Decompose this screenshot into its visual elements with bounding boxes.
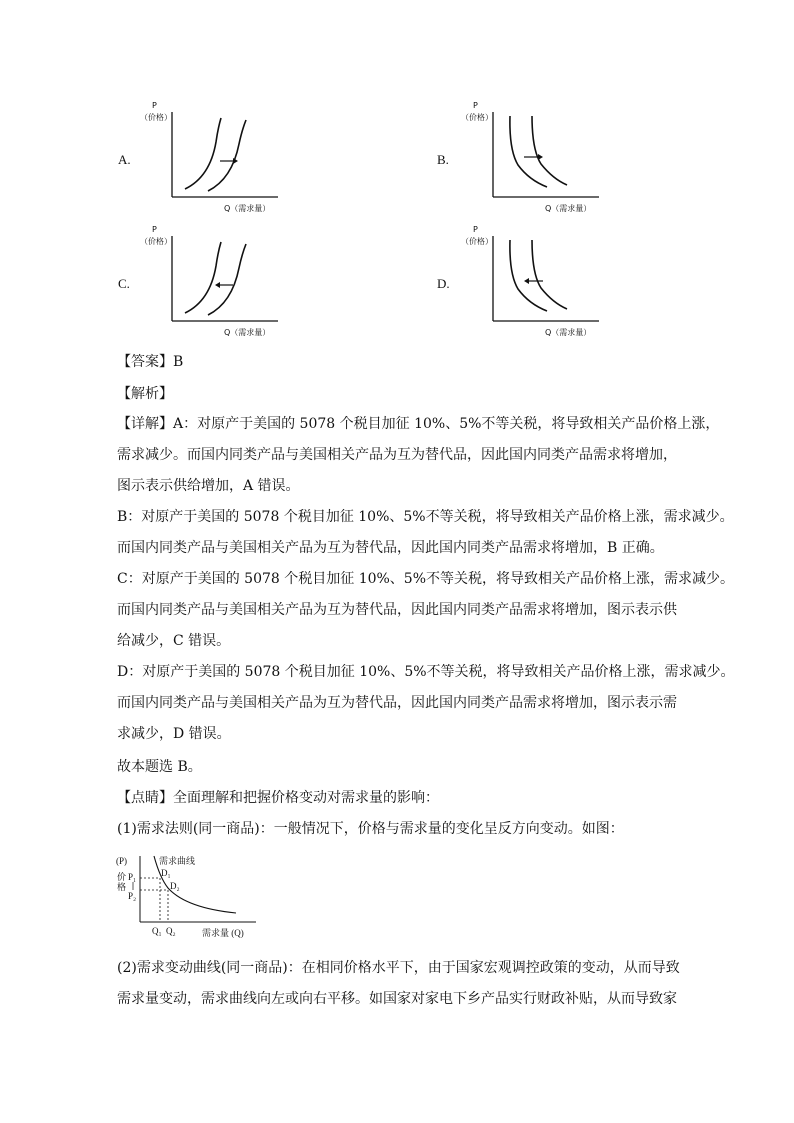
p-axis-label: P: [152, 225, 157, 234]
demand-curve-figure: [116, 852, 266, 940]
option-graph: [461, 224, 601, 344]
analysis-heading: 【解析】: [117, 386, 173, 402]
arrow-left-icon: [524, 278, 529, 284]
p-axis-sublabel: （价格）: [461, 113, 493, 122]
tips-line: 需求量变动，需求曲线向左或向右平移。如国家对家电下乡产品实行财政补贴，从而导致家: [117, 991, 677, 1007]
p-axis-sublabel: （价格）: [140, 237, 172, 246]
price-label-bottom: 格: [117, 882, 127, 892]
option-graph: [140, 100, 280, 220]
tips-heading: 【点睛】全面理解和把握价格变动对需求量的影响：: [117, 790, 439, 806]
curve-shifted: [208, 120, 246, 191]
q-axis-label: Q（需求量）: [224, 204, 271, 213]
p-axis-label: P: [473, 101, 478, 110]
explanation-line: 求减少，D 错误。: [117, 726, 231, 742]
supply-shift-right-graph: [140, 100, 280, 220]
explanation-line: C：对原产于美国的 5078 个税目加征 10%、5%不等关税，将导致相关产品价格上涨，需求减少。: [117, 571, 735, 587]
explanation-line: 【详解】A：对原产于美国的 5078 个税目加征 10%、5%不等关税，将导致相关产品价格上涨，: [117, 416, 720, 432]
q-axis-label: Q（需求量）: [545, 328, 592, 337]
demand-shift-right-graph: [461, 100, 601, 220]
option-label: B.: [437, 152, 449, 167]
curve-original: [510, 240, 547, 311]
explanation-line: 而国内同类产品与美国相关产品为互为替代品，因此国内同类产品需求将增加，图示表示供: [117, 602, 677, 618]
q-axis-label: 需求量 (Q): [202, 928, 244, 938]
tips-line: (1)需求法则(同一商品)：一般情况下，价格与需求量的变化呈反方向变动。如图：: [117, 821, 624, 837]
curve-label: 需求曲线: [159, 856, 196, 866]
curve-shifted: [208, 244, 246, 315]
explanation-line: 而国内同类产品与美国相关产品为互为替代品，因此国内同类产品需求将增加，图示表示需: [117, 695, 677, 711]
option-label: A.: [118, 152, 131, 167]
explanation-line: 图示表示供给增加，A 错误。: [117, 478, 300, 494]
arrow-right-icon: [538, 154, 543, 160]
curve-original: [185, 118, 221, 189]
p-axis-label: (P): [116, 856, 127, 866]
d1-label: D₁: [161, 868, 171, 878]
p-axis-sublabel: （价格）: [140, 113, 172, 122]
option-label: C.: [118, 276, 130, 291]
answer-line: 【答案】B: [117, 354, 184, 370]
q-axis-label: Q（需求量）: [545, 204, 592, 213]
curve-shifted: [532, 240, 567, 309]
q2-label: Q₂: [166, 926, 176, 936]
explanation-line: 而国内同类产品与美国相关产品为互为替代品，因此国内同类产品需求将增加，B 正确。: [117, 540, 664, 556]
curve-original: [510, 116, 547, 187]
explanation-line: B：对原产于美国的 5078 个税目加征 10%、5%不等关税，将导致相关产品价格上涨，需求减少。: [117, 509, 734, 525]
p-axis-label: P: [473, 225, 478, 234]
conclusion-line: 故本题选 B。: [117, 759, 202, 775]
explanation-line: 给减少，C 错误。: [117, 633, 231, 649]
p-axis-label: P: [152, 101, 157, 110]
p-axis-sublabel: （价格）: [461, 237, 493, 246]
option-graph: [140, 224, 280, 344]
q1-label: Q₁: [152, 926, 162, 936]
d2-label: D₂: [170, 881, 180, 891]
price-label-top: 价: [117, 872, 127, 882]
demand-shift-left-graph: [461, 224, 601, 344]
explanation-line: 需求减少。而国内同类产品与美国相关产品为互为替代品，因此国内同类产品需求将增加，: [117, 447, 677, 463]
p2-label: P₂: [128, 891, 137, 901]
tips-line: (2)需求变动曲线(同一商品)：在相同价格水平下，由于国家宏观调控政策的变动，从而导致: [117, 960, 680, 976]
supply-shift-left-graph: [140, 224, 280, 344]
curve-shifted: [532, 116, 567, 185]
explanation-line: D：对原产于美国的 5078 个税目加征 10%、5%不等关税，将导致相关产品价格上涨，需求减少。: [117, 664, 735, 680]
p1-label: P₁: [128, 872, 137, 882]
curve-original: [185, 242, 221, 313]
q-axis-label: Q（需求量）: [224, 328, 271, 337]
option-graph: [461, 100, 601, 220]
arrow-left-icon: [215, 282, 220, 288]
option-label: D.: [437, 276, 450, 291]
